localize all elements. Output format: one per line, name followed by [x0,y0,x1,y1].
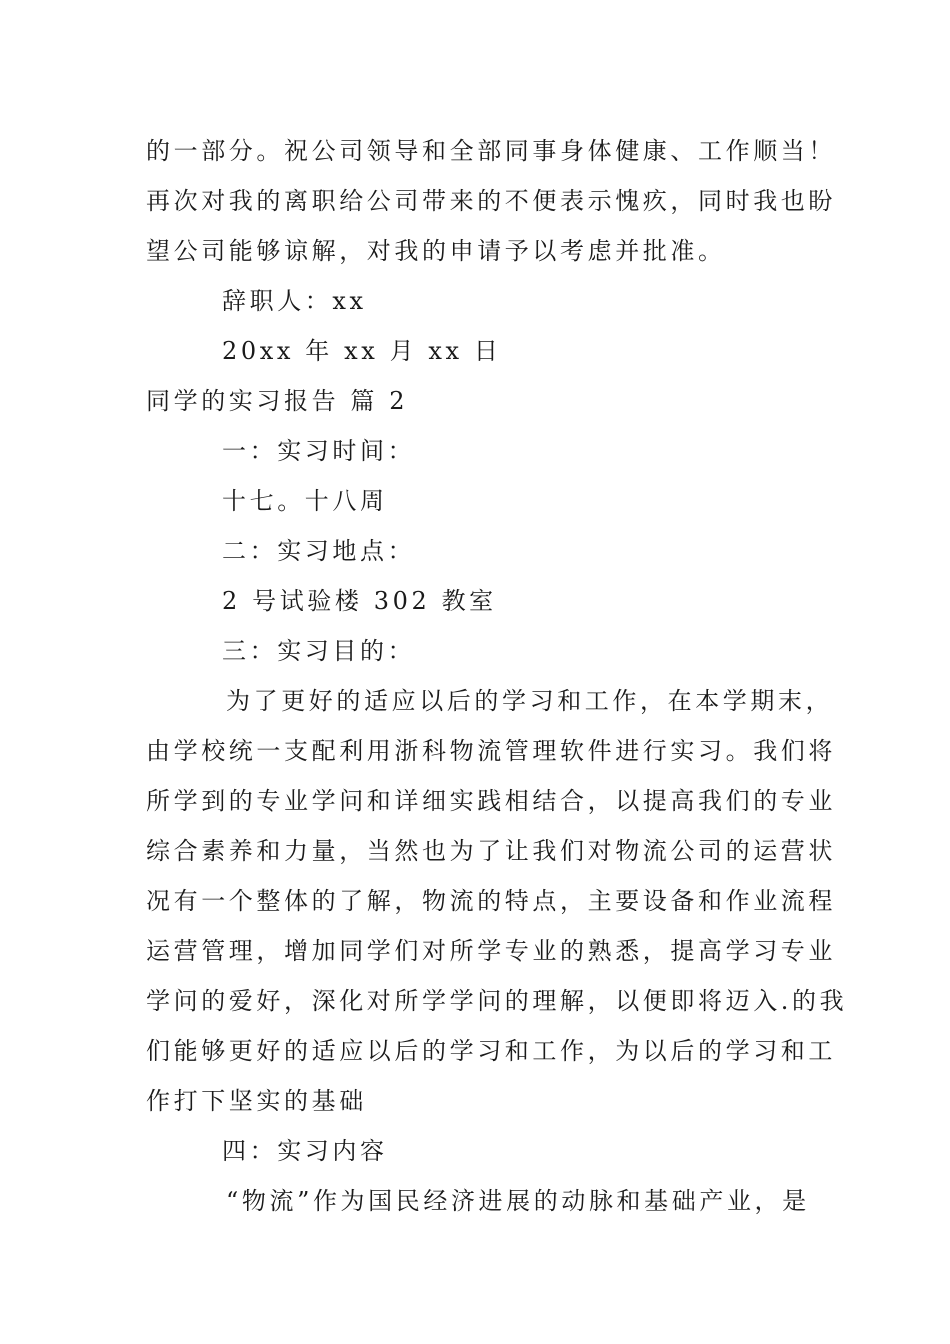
paragraph-line: 为了更好的适应以后的学习和工作，在本学期末， [226,687,834,715]
heading-internship-purpose: 三：实习目的： [222,637,416,665]
paragraph-line: 所学到的专业学问和详细实践相结合，以提高我们的专业 [146,787,836,815]
paragraph-line: “物流”作为国民经济进展的动脉和基础产业，是 [226,1187,810,1215]
paragraph-line: 况有一个整体的了解，物流的特点，主要设备和作业流程 [146,887,836,915]
internship-location-value: 2 号试验楼 302 教室 [222,587,497,615]
paragraph-line: 再次对我的离职给公司带来的不便表示愧疚，同时我也盼 [146,187,836,215]
signature-date: 20xx 年 xx 月 xx 日 [222,337,502,365]
heading-internship-location: 二：实习地点： [222,537,416,565]
signature-name: 辞职人：xx [222,287,367,315]
paragraph-line: 综合素养和力量，当然也为了让我们对物流公司的运营状 [146,837,836,865]
paragraph-line: 的一部分。祝公司领导和全部同事身体健康、工作顺当！ [146,137,836,165]
heading-internship-time: 一：实习时间： [222,437,416,465]
section-title: 同学的实习报告 篇 2 [146,387,409,415]
paragraph-line: 由学校统一支配利用浙科物流管理软件进行实习。我们将 [146,737,836,765]
internship-time-value: 十七。十八周 [222,487,388,515]
paragraph-line: 作打下坚实的基础 [146,1087,367,1115]
paragraph-line: 望公司能够谅解，对我的申请予以考虑并批准。 [146,237,726,265]
paragraph-line: 学问的爱好，深化对所学学问的理解，以便即将迈入.的我 [146,987,848,1015]
paragraph-line: 运营管理，增加同学们对所学专业的熟悉，提高学习专业 [146,937,836,965]
heading-internship-content: 四：实习内容 [222,1137,388,1165]
paragraph-line: 们能够更好的适应以后的学习和工作，为以后的学习和工 [146,1037,836,1065]
